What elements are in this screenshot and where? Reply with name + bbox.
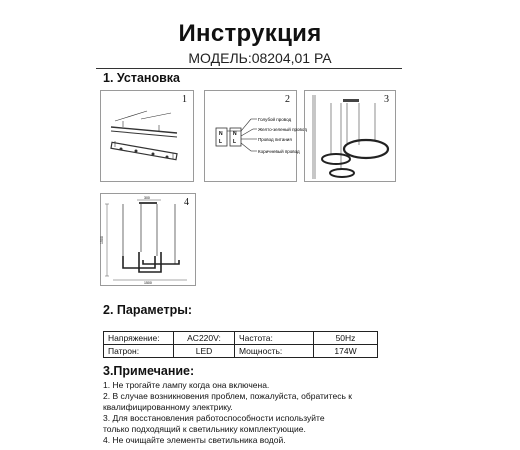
figure-2-wiring-diagram — [205, 91, 307, 181]
figure-3 — [304, 90, 396, 182]
note-line: квалифицированному электрику. — [103, 402, 233, 412]
note-line: 1. Не трогайте лампу когда она включена. — [103, 380, 270, 390]
figure-1-number: 1 — [182, 94, 187, 105]
voltage-value: AC220V: — [174, 332, 235, 345]
model-number: МОДЕЛЬ:08204,01 PA — [188, 50, 332, 66]
socket-label: Патрон: — [104, 345, 174, 358]
frequency-value: 50Hz — [314, 332, 378, 345]
figure-4-dim-bottom: 1500 — [144, 281, 152, 285]
terminal-label-1: N — [219, 131, 223, 137]
note-line: только подходящий к светильнику комплектующие. — [103, 424, 306, 434]
figure-4-dim-left: 1500 — [100, 236, 104, 244]
power-value: 174W — [314, 345, 378, 358]
figure-3-number: 3 — [384, 94, 389, 105]
notes-list — [103, 380, 403, 446]
figure-4 — [100, 193, 196, 286]
power-label: Мощность: — [235, 345, 314, 358]
figure-1 — [100, 90, 194, 182]
wire-label-blue: Голубой провод — [258, 117, 292, 122]
terminal-label-2: L — [219, 139, 223, 145]
frequency-label: Частота: — [235, 332, 314, 345]
params-table — [103, 331, 378, 358]
table-row — [104, 332, 378, 345]
terminal-label-4: L — [233, 139, 237, 145]
socket-value: LED — [174, 345, 235, 358]
note-line: 3. Для восстановления работоспособности используйте — [103, 413, 325, 423]
table-row — [104, 345, 378, 358]
figure-2 — [204, 90, 307, 182]
figure-4-dimension-drawing — [101, 194, 195, 285]
header-divider — [96, 68, 402, 69]
note-line: 2. В случае возникновения проблем, пожалуйста, обратитесь к — [103, 391, 352, 401]
notes-heading: 3.Примечание: — [103, 364, 195, 378]
wire-label-yellow-green: Желто-зеленый провод — [258, 127, 307, 132]
voltage-label: Напряжение: — [104, 332, 174, 345]
params-heading: 2. Параметры: — [103, 303, 193, 317]
figure-2-number: 2 — [285, 94, 290, 105]
figure-3-drawing — [305, 91, 395, 181]
figure-1-drawing — [101, 91, 193, 181]
terminal-label-3: N — [233, 131, 237, 137]
page-title: Инструкция — [178, 20, 322, 47]
note-line: 4. Не очищайте элементы светильника водой. — [103, 435, 286, 445]
wire-label-brown: Коричневый провод — [258, 149, 300, 154]
figure-4-number: 4 — [184, 197, 189, 208]
install-heading: 1. Установка — [103, 71, 180, 85]
figure-4-dim-top: 300 — [144, 196, 150, 200]
wire-label-power: Провод питания — [258, 137, 292, 142]
